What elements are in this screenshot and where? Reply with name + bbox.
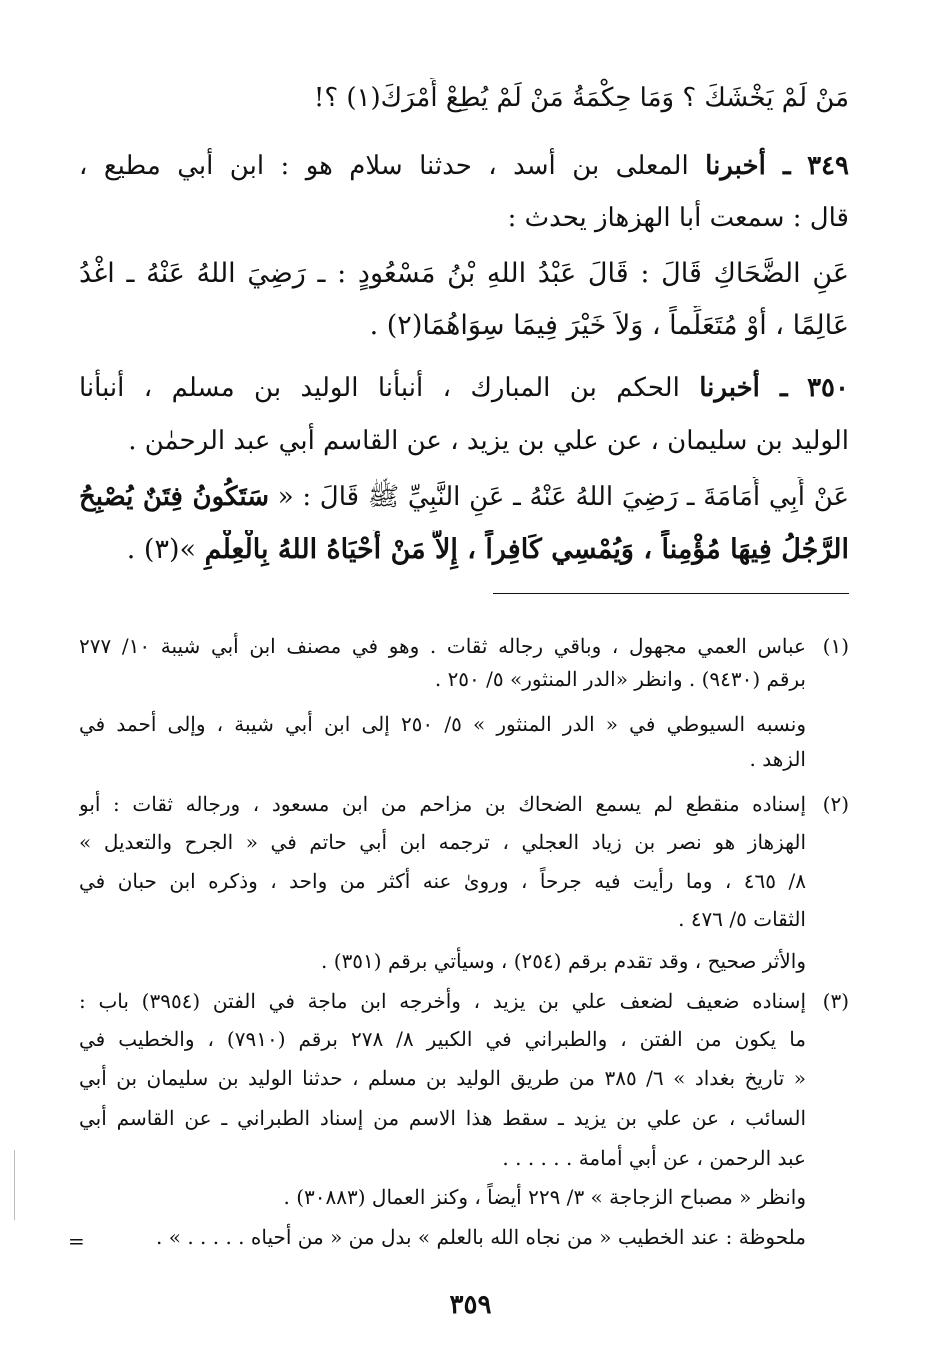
- main-line-5: عَالِمًا ، أَوْ مُتَعَلِّماً ، وَلاَ خَيْرَ فِيمَا سِوَاهُمَا(٢) .: [369, 310, 849, 341]
- footnote-1-line: ونسبه السيوطي في « الدر المنثور » ٥/ ٢٥٠ إلى ابن أبي شيبة ، وإلى أحمد في: [79, 712, 806, 736]
- footnote-2-line: ٨/ ٤٦٥ ، وما رأيت فيه جرحاً ، وروىٰ عنه أكثر من واحد ، وذكره ابن حبان في: [79, 869, 806, 893]
- main-line-8: [79, 477, 849, 517]
- main-line-4: عَنِ الضَّحَاكِ قَالَ : قَالَ عَبْدُ اللهِ بْنُ مَسْعُودٍ : ـ رَضِيَ اللهُ عَنْهُ ـ اغْدُ: [79, 258, 849, 289]
- footnote-1-line: عباس العمي مجهول ، وباقي رجاله ثقات . وهو في مصنف ابن أبي شيبة ١٠/ ٢٧٧: [79, 634, 806, 658]
- hadith-350-lead: ـ أخبرنا: [699, 373, 788, 403]
- hadith-349-chain: المعلى بن أسد ، حدثنا سلام هو : ابن أبي مطيع ،: [79, 151, 689, 181]
- main-line-1: مَنْ لَمْ يَخْشَكَ ؟ وَمَا حِكْمَةُ مَنْ لَمْ يُطِعْ أَمْرَكَ(١) ؟!: [313, 83, 849, 113]
- main-line-8-plain: عَنْ أَبِي أُمَامَةَ ـ رَضِيَ اللهُ عَنْهُ ـ عَنِ النَّبِيِّ ﷺ قَالَ : «: [277, 482, 849, 512]
- footnote-1-line: برقم (٩٤٣٠) . وانظر «الدر المنثور» ٥/ ٢٥٠ .: [434, 667, 806, 691]
- main-line-9-bold: الرَّجُلُ فِيهَا مُؤْمِناً ، وَيُمْسِي كَافِراً ، إِلاَّ مَنْ أَحْيَاهُ اللهُ بِالْعِلْمِ: [204, 534, 849, 565]
- footnote-3-line: « تاريخ بغداد » ٦/ ٣٨٥ من طريق الوليد بن مسلم ، حدثنا الوليد بن سليمان بن أبي: [79, 1066, 806, 1090]
- footnote-2-line: والأثر صحيح ، وقد تقدم برقم (٢٥٤) ، وسيأتي برقم (٣٥١) .: [321, 949, 806, 973]
- main-line-9-end: »(٣) .: [126, 534, 197, 565]
- footnote-1-number: (١): [822, 634, 849, 658]
- footnote-2-number: (٢): [822, 792, 849, 816]
- footnote-2-line: إسناده منقطع لم يسمع الضحاك بن مزاحم من ابن مسعود ، ورجاله ثقات : أبو: [79, 792, 806, 816]
- footnote-3-line: ملحوظة : عند الخطيب « من نجاه الله بالعلم » بدل من « من أحياه . . . . . » .: [156, 1225, 806, 1249]
- margin-mark: [14, 1150, 15, 1220]
- hadith-349-number: ٣٤٩: [807, 151, 849, 181]
- footnote-3-number: (٣): [822, 989, 849, 1013]
- page-number: ٣٥٩: [449, 1290, 492, 1320]
- hadith-350-heading: [79, 368, 849, 408]
- footnote-1-line: الزهد .: [749, 747, 806, 771]
- footnote-2-line: الثقات ٥/ ٤٧٦ .: [678, 907, 806, 931]
- hadith-350-number: ٣٥٠: [807, 373, 849, 403]
- hadith-349-lead: ـ أخبرنا: [705, 151, 791, 181]
- continuation-mark: =: [68, 1229, 85, 1253]
- main-line-9: [79, 530, 849, 570]
- hadith-349-heading: [79, 146, 849, 186]
- footnote-3-line: ما يكون من الفتن ، والطبراني في الكبير ٨/ ٢٧٨ برقم (٧٩١٠) ، والخطيب في: [79, 1027, 806, 1051]
- footnote-3-line: وانظر « مصباح الزجاجة » ٣/ ٢٢٩ أيضاً ، وكنز العمال (٣٠٨٨٣) .: [283, 1185, 806, 1209]
- hadith-350-chain: الحكم بن المبارك ، أنبأنا الوليد بن مسلم ، أنبأنا: [79, 373, 680, 403]
- footnote-2-line: الهزهاز هو نصر بن زياد العجلي ، ترجمه ابن أبي حاتم في « الجرح والتعديل »: [79, 830, 806, 854]
- footnote-3-line: إسناده ضعيف لضعف علي بن يزيد ، وأخرجه ابن ماجة في الفتن (٣٩٥٤) باب :: [79, 989, 806, 1013]
- main-line-3: قال : سمعت أبا الهزهاز يحدث :: [507, 203, 849, 233]
- main-line-8-bold: سَتَكُونُ فِتَنٌ يُصْبِحُ: [79, 482, 269, 512]
- footnote-3-line: السائب ، عن علي بن يزيد ـ سقط هذا الاسم من إسناد الطبراني ـ عن القاسم أبي: [79, 1106, 806, 1130]
- main-line-7: الوليد بن سليمان ، عن علي بن يزيد ، عن القاسم أبي عبد الرحمٰن .: [128, 426, 849, 456]
- footnote-3-line: عبد الرحمن ، عن أبي أمامة . . . . . .: [502, 1146, 806, 1170]
- footnote-separator: [493, 593, 849, 594]
